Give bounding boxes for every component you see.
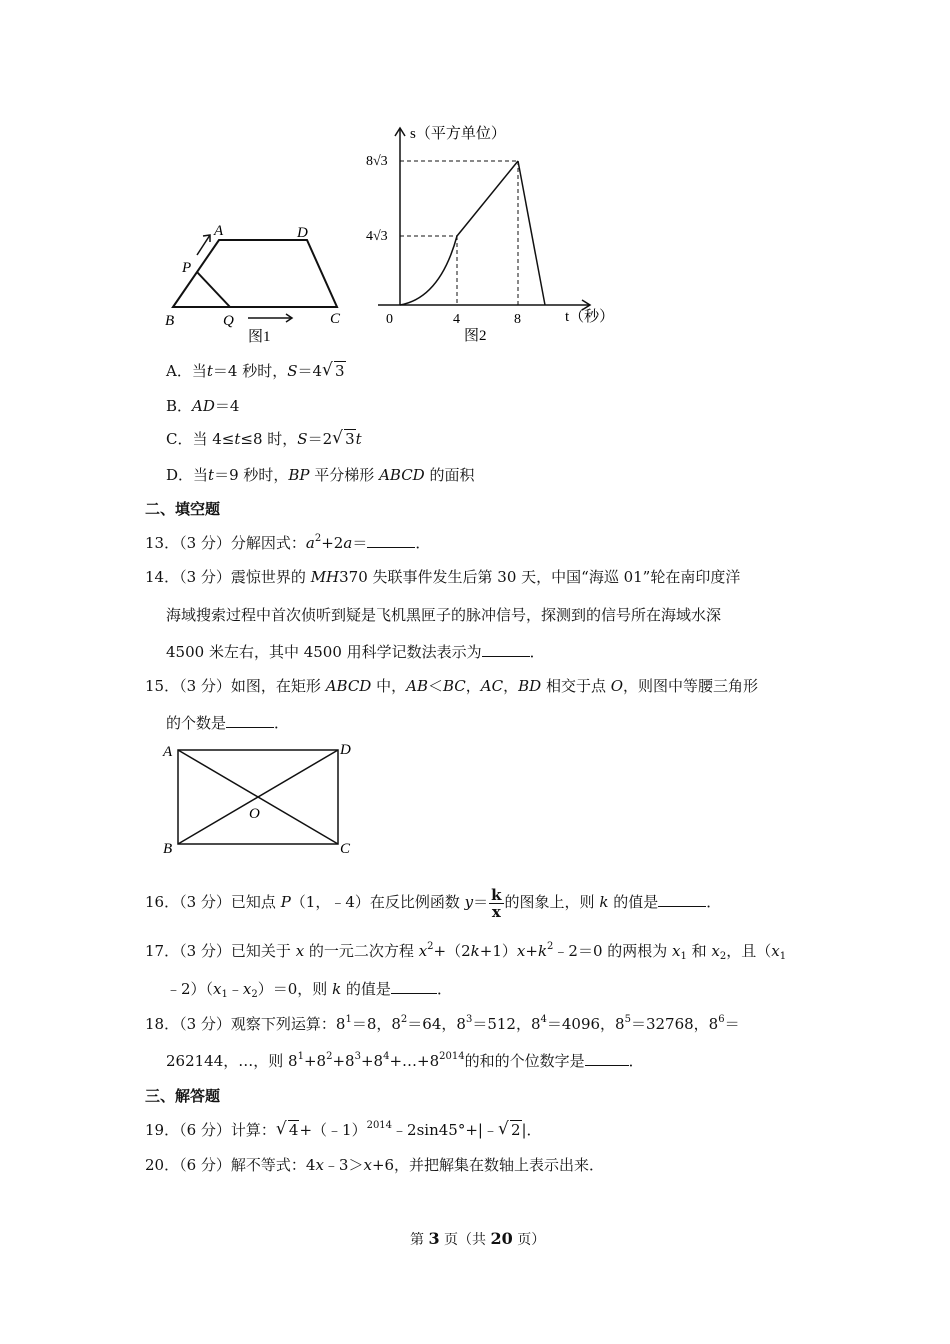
answer-blank[interactable] — [658, 906, 706, 907]
graph-y-tick-4sqrt3: 4√3 — [366, 229, 388, 244]
section-title-solve: 三、解答题 — [145, 1087, 221, 1105]
graph-y-label: s（平方单位） — [410, 126, 506, 142]
rect-label-a: A — [163, 744, 173, 760]
fig1-caption: 图1 — [248, 329, 271, 345]
sqrt-symbol: √ 2 — [498, 1121, 522, 1139]
fig1-label-c: C — [330, 311, 341, 327]
option-c: C．当 4≤t≤8 时，S＝2√ 3t — [166, 428, 362, 449]
page-total: 20 — [490, 1229, 513, 1248]
rect-label-d: D — [340, 742, 351, 758]
graph-x-tick-4: 4 — [453, 312, 460, 327]
question-20: 20．（6 分）解不等式：4x﹣3＞x+6，并把解集在数轴上表示出来． — [145, 1156, 605, 1174]
graph-x-tick-8: 8 — [514, 312, 521, 327]
figure-2-graph — [360, 118, 630, 348]
question-14-line-3: 4500 米左右，其中 4500 用科学记数法表示为 ． — [166, 643, 545, 661]
graph-caption: 图2 — [464, 328, 487, 344]
section-title-fill-in: 二、填空题 — [145, 500, 221, 518]
fraction-k-over-x: $\frac{k}{x}$ — [491, 885, 502, 921]
page-footer: 第 3 页（共 20 页） — [410, 1229, 546, 1248]
answer-blank[interactable] — [585, 1065, 629, 1066]
answer-blank[interactable] — [367, 547, 415, 548]
question-19: 19．（6 分）计算：√ 4+（﹣1）$^{2014}$﹣2sin45°+|﹣√ 2|． — [145, 1119, 542, 1140]
rect-label-b: B — [163, 841, 173, 857]
fig1-label-p: P — [182, 260, 192, 276]
option-b: B．AD＝4 — [166, 397, 240, 415]
fig1-label-b: B — [165, 313, 175, 329]
figure-rectangle — [158, 738, 363, 863]
question-16: 16．（3 分）已知点 P（1，﹣4）在反比例函数 y＝ $\frac{k}{x}$ 的图象上，则 k 的值是 ． — [145, 885, 722, 921]
figure-1-trapezoid — [160, 215, 360, 345]
sqrt-symbol: √ 3 — [322, 362, 346, 380]
option-d: D．当t＝9 秒时，BP 平分梯形 ABCD 的面积 — [166, 466, 475, 484]
question-15-line-2: 的个数是 ． — [166, 714, 290, 732]
graph-rise — [457, 161, 518, 236]
question-14: 14．（3 分）震惊世界的 MH370 失联事件发生后第 30 天，中国“海巡 01”轮在南印度洋 — [145, 568, 741, 586]
rect-label-c: C — [340, 841, 351, 857]
graph-x-tick-0: 0 — [386, 312, 393, 327]
question-13: 13．（3 分）分解因式：$a^2+2a=$ ． — [145, 533, 431, 552]
fig1-label-d: D — [297, 225, 308, 241]
graph-x-label: t（秒） — [565, 309, 615, 325]
question-18: 18．（3 分）观察下列运算：$8^1=8$，$8^2=64$，$8^3=512$，$8^4=4096$，$8^5=32768$，$8^6=$ — [145, 1014, 740, 1033]
question-15: 15．（3 分）如图，在矩形 ABCD 中，AB＜BC，AC，BD 相交于点 O，则图中等腰三角形 — [145, 677, 759, 695]
question-17-line-2: $﹣2)(x_1﹣x_2)=0$，则 k 的值是 ． — [166, 980, 452, 1000]
answer-blank[interactable] — [482, 656, 530, 657]
graph-curve — [400, 236, 457, 305]
rect-label-o: O — [249, 806, 260, 822]
graph-y-tick-8sqrt3: 8√3 — [366, 154, 388, 169]
question-17: 17．（3 分）已知关于 x 的一元二次方程 $x^2+(2k+1)x+k^2﹣2=0$ 的两根为 $x_1$ 和 $x_2$，且（$x_1$ — [145, 941, 787, 962]
page-number: 3 — [428, 1229, 440, 1248]
fig1-label-q: Q — [223, 313, 234, 329]
fig1-label-a: A — [214, 223, 224, 239]
sqrt-symbol: √ 3 — [332, 430, 356, 448]
answer-blank[interactable] — [226, 727, 274, 728]
sqrt-symbol: √ 4 — [276, 1121, 300, 1139]
graph-fall — [518, 161, 545, 305]
answer-blank[interactable] — [391, 993, 437, 994]
question-18-line-2: 262144，…，则 $8^1+8^2+8^3+8^4+\dots+8^{2014}$的和的个位数字是 ． — [166, 1051, 644, 1070]
option-a: A．当t＝4 秒时，S＝4√ 3 — [166, 360, 346, 381]
question-14-line-2: 海域搜索过程中首次侦听到疑是飞机黑匣子的脉冲信号，探测到的信号所在海域水深 — [166, 606, 722, 624]
